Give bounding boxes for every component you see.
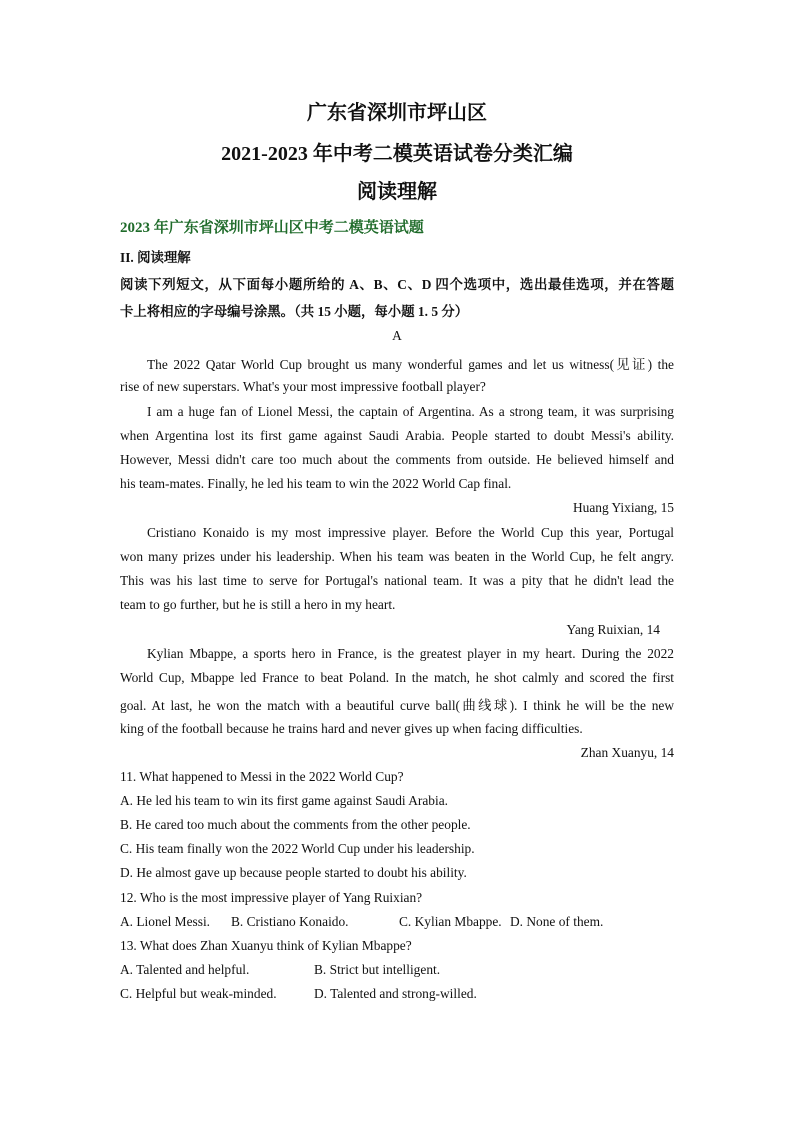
question-option: D. None of them. <box>510 914 604 929</box>
part-label: II. 阅读理解 <box>120 250 191 265</box>
paragraph-line: when Argentina lost its first game against Saudi Arabia. People started to doubt Messi's ability. <box>120 428 674 443</box>
paragraph-line: World Cup, Mbappe led France to beat Poland. In the match, he shot calmly and scored the first <box>120 670 674 685</box>
signature: Yang Ruixian, 14 <box>566 622 660 637</box>
intro-line: The 2022 Qatar World Cup brought us many wonderful games and let us witness(见证) the <box>147 357 674 372</box>
question-option: A. Talented and helpful. <box>120 962 250 977</box>
question-option: D. He almost gave up because people started to doubt his ability. <box>120 865 467 880</box>
doc-title-region: 广东省深圳市坪山区 <box>307 102 487 124</box>
section-heading: 2023 年广东省深圳市坪山区中考二模英语试题 <box>120 220 424 236</box>
question-option: B. He cared too much about the comments from the other people. <box>120 817 471 832</box>
question-option: C. His team finally won the 2022 World Cup under his leadership. <box>120 841 475 856</box>
question-stem: 11. What happened to Messi in the 2022 World Cup? <box>120 769 404 784</box>
doc-title-exam: 2021-2023 年中考二模英语试卷分类汇编 <box>221 143 573 165</box>
question-option: C. Helpful but weak-minded. <box>120 986 277 1001</box>
paragraph-line: However, Messi didn't care too much about the comments from outside. He believed himself and <box>120 452 674 467</box>
passage-label: A <box>392 328 402 343</box>
question-stem: 12. Who is the most impressive player of Yang Ruixian? <box>120 890 423 905</box>
paragraph-line: Cristiano Konaido is my most impressive player. Before the World Cup this year, Portugal <box>147 525 674 540</box>
paragraph-line: This was his last time to serve for Portugal's national team. It was a pity that he didn't lead the <box>120 573 674 588</box>
signature: Zhan Xuanyu, 14 <box>580 745 674 760</box>
paragraph-line: king of the football because he trains hard and never gives up when facing difficulties. <box>120 721 583 736</box>
instructions-line-2: 卡上将相应的字母编号涂黑。（共 15 小题，每小题 1. 5 分） <box>120 304 469 319</box>
paragraph-line: won many prizes under his leadership. When his team was beaten in the World Cup, he felt angry. <box>120 549 674 564</box>
question-stem: 13. What does Zhan Xuanyu think of Kylian Mbappe? <box>120 938 412 953</box>
paragraph-line: his team-mates. Finally, he led his team to win the 2022 World Cap final. <box>120 476 512 491</box>
instructions-line-1: 阅读下列短文，从下面每小题所给的 A、B、C、D 四个选项中，选出最佳选项，并在答题 <box>120 277 674 292</box>
intro-line: rise of new superstars. What's your most impressive football player? <box>120 379 486 394</box>
question-option: B. Cristiano Konaido. <box>231 914 349 929</box>
question-option: D. Talented and strong-willed. <box>314 986 477 1001</box>
signature: Huang Yixiang, 15 <box>572 500 674 515</box>
paragraph-line: Kylian Mbappe, a sports hero in France, is the greatest player in my heart. During the 2022 <box>147 646 674 661</box>
paragraph-line: I am a huge fan of Lionel Messi, the captain of Argentina. As a strong team, it was surprising <box>147 404 674 419</box>
question-option: A. He led his team to win its first game against Saudi Arabia. <box>120 793 449 808</box>
paragraph-line: goal. At last, he won the match with a beautiful curve ball(曲线球). I think he will be the new <box>120 698 674 713</box>
doc-title-topic: 阅读理解 <box>357 181 437 203</box>
question-option: C. Kylian Mbappe. <box>399 914 502 929</box>
paragraph-line: team to go further, but he is still a hero in my heart. <box>120 597 396 612</box>
question-option: B. Strict but intelligent. <box>314 962 441 977</box>
question-option: A. Lionel Messi. <box>120 914 211 929</box>
